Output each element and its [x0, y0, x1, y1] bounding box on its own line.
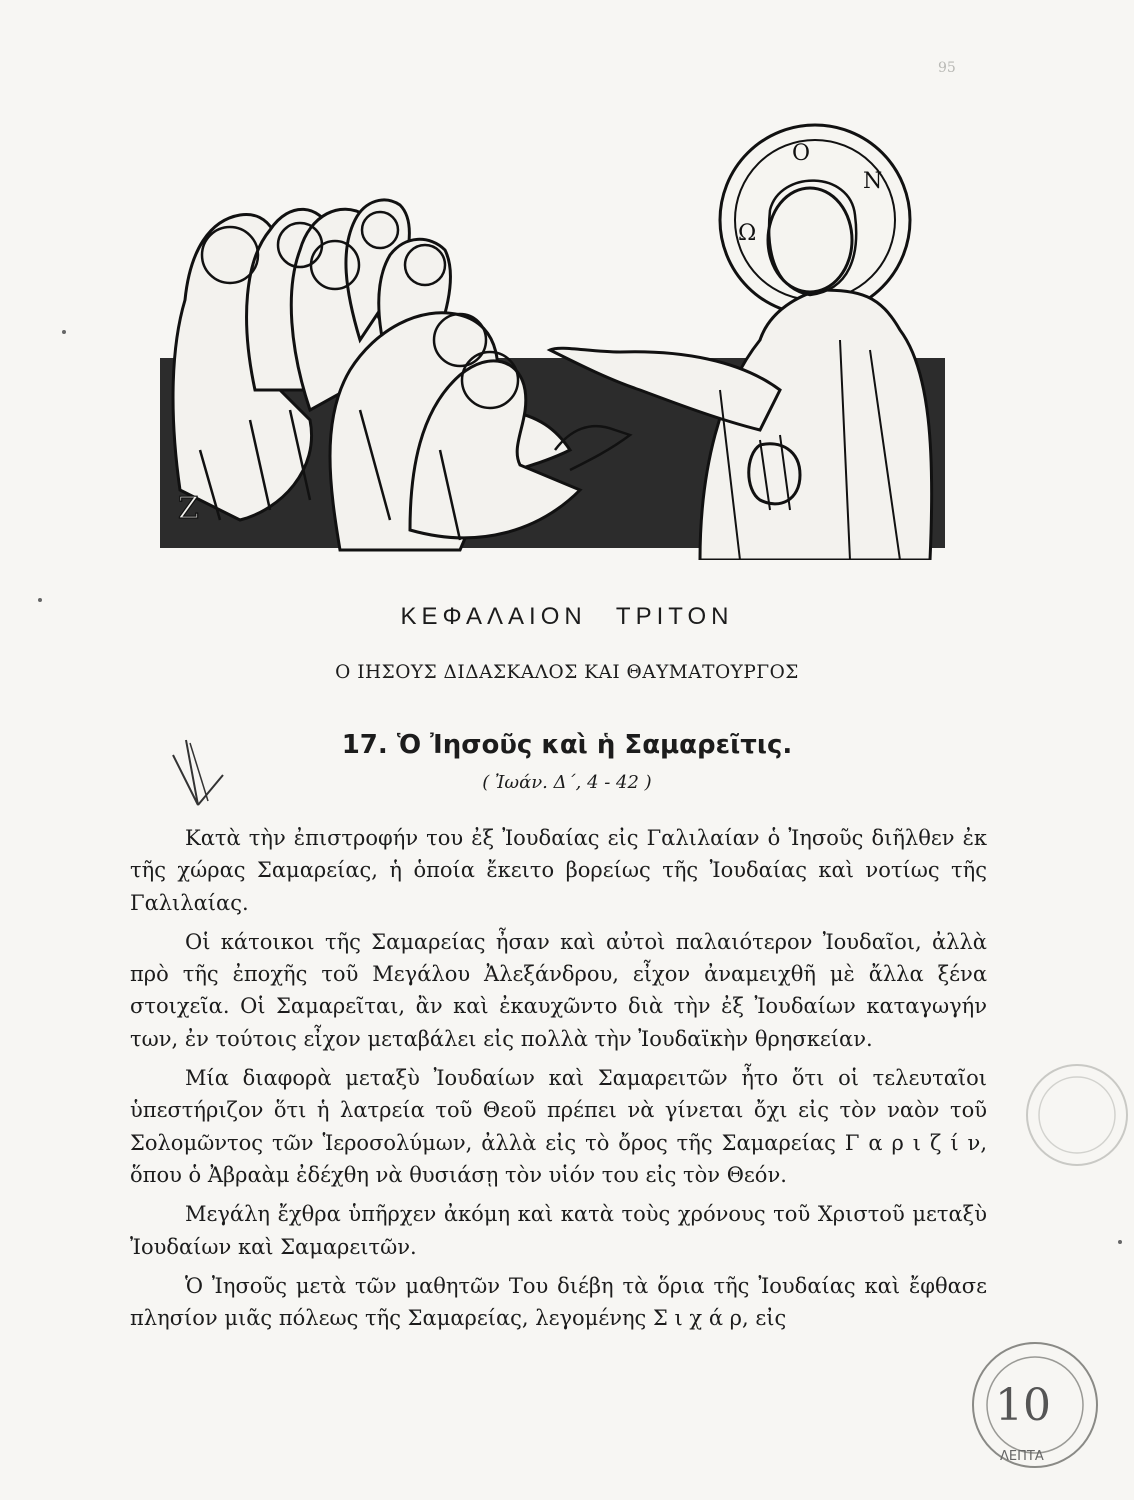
paragraph: Οἱ κάτοικοι τῆς Σαμαρείας ἦσαν καὶ αὐτοὶ παλαιότερον Ἰουδαῖοι, ἀλλὰ πρὸ τῆς ἐποχῆς τοῦ Μεγάλου Ἀλεξάνδρου, εἶχον ἀναμειχθῆ μὲ ἄλλα ξένα στοιχεῖα. Οἱ Σαμαρεῖται, ἂν καὶ ἐκαυχῶντο διὰ τὴν ἐξ Ἰουδαίων καταγωγήν των, ἐν τούτοις εἶχον μεταβάλει εἰς πολλὰ τὴν Ἰουδαϊκὴν θρησκείαν.: [130, 929, 987, 1051]
svg-text:ΛΕΠΤΑ: ΛΕΠΤΑ: [1000, 1449, 1044, 1464]
paragraph: Μεγάλη ἔχθρα ὑπῆρχεν ἀκόμη καὶ κατὰ τοὺς χρόνους τοῦ Χριστοῦ μεταξὺ Ἰουδαίων καὶ Σαμαρειτῶν.: [130, 1202, 987, 1259]
icon-illustration-jesus-and-disciples: [160, 90, 950, 560]
svg-text:Ω: Ω: [738, 221, 757, 246]
paragraph: Μία διαφορὰ μεταξὺ Ἰουδαίων καὶ Σαμαρειτῶν ἦτο ὅτι οἱ τελευταῖοι ὑπεστήριζον ὅτι ἡ λατρεία τοῦ Θεοῦ πρέπει νὰ γίνεται ὄχι εἰς τὸν ναὸν τοῦ Σολομῶντος τῶν Ἱεροσολύμων, ἀλλὰ εἰς τὸ ὄρος τῆς Σαμαρείας Γ α ρ ι ζ ί ν, ὅπου ὁ Ἀβραὰμ ἐδέχθη νὰ θυσιάσῃ τὸν υἱόν του εἰς τὸν Θεόν.: [130, 1066, 987, 1187]
paragraph: Κατὰ τὴν ἐπιστροφήν του ἐξ Ἰουδαίας εἰς Γαλιλαίαν ὁ Ἰησοῦς διῆλθεν ἐκ τῆς χώρας Σαμαρείας, ἡ ὁποία ἔκειτο βορείως τῆς Ἰουδαίας καὶ νοτίως τῆς Γαλιλαίας.: [130, 826, 987, 915]
ink-speck: [38, 598, 42, 602]
svg-text:10: 10: [995, 1380, 1051, 1431]
svg-text:Ζ: Ζ: [178, 491, 199, 526]
ink-speck: [62, 330, 66, 334]
section-heading: Ο ΙΗΣΟΥΣ ΔΙΔΑΣΚΑΛΟΣ ΚΑΙ ΘΑΥΜΑΤΟΥΡΓΟΣ: [335, 662, 799, 683]
library-stamp-icon: [972, 1060, 1134, 1170]
postage-stamp-icon: [940, 1340, 1134, 1480]
chapter-heading: ΚΕΦΑΛΑΙΟΝ ΤΡΙΤΟΝ: [400, 603, 734, 630]
svg-text:Ν: Ν: [863, 169, 883, 194]
lesson-title: 17. Ὁ Ἰησοῦς καὶ ἡ Σαμαρεῖτις.: [341, 730, 793, 760]
ink-speck: [1118, 1240, 1122, 1244]
page-number: 95: [938, 60, 956, 76]
svg-text:Ο: Ο: [792, 141, 811, 166]
lesson-reference: ( Ἰωάν. Δ΄, 4 - 42 ): [482, 772, 652, 793]
paragraph: Ὁ Ἰησοῦς μετὰ τῶν μαθητῶν Του διέβη τὰ ὅρια τῆς Ἰουδαίας καὶ ἔφθασε πλησίον μιᾶς πόλεως τῆς Σαμαρείας, λεγομένης Σ ι χ ά ρ, εἰς: [130, 1273, 987, 1331]
body-text: [130, 822, 987, 1341]
